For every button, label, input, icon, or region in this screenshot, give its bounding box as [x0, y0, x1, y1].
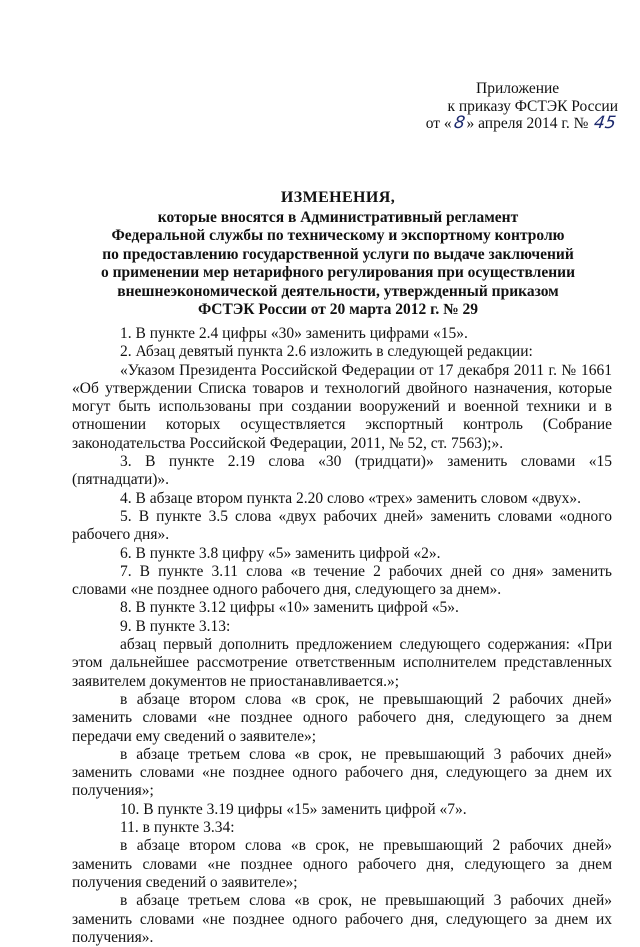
document-body [72, 325, 612, 947]
item-paragraph: 7. В пункте 3.11 слова «в течение 2 рабочих дней со дня» заменить словами «не позднее одного рабочего дня, следующего за днем». [72, 562, 612, 599]
item-paragraph: 2. Абзац девятый пункта 2.6 изложить в следующей редакции: [120, 343, 533, 361]
item-paragraph: «Указом Президента Российской Федерации от 17 декабря 2011 г. № 1661 «Об утверждении Списка товаров и технологий двойного назначения, которые могут быть использованы при создании вооружений и военной техники и в отношении которых осуществляется экспортный контроль (Собрание законодательства Российской Федерации, 2011, № 52, ст. 7563);». [72, 361, 612, 452]
item-paragraph: 9. В пункте 3.13: [120, 617, 231, 635]
appendix-label: Приложение [476, 80, 560, 97]
item-paragraph: в абзаце третьем слова «в срок, не превышающий 3 рабочих дней» заменить словами «не позднее одного рабочего дня, следующего за днем их получения». [72, 892, 612, 946]
handwritten-day: 8 [452, 113, 466, 133]
item-paragraph: абзац первый дополнить предложением следующего содержания: «При этом дальнейшее рассмотрение ответственным исполнителем представленных заявителем документов не приостанавливается.»; [72, 636, 612, 690]
item-paragraph: 8. В пункте 3.12 цифры «10» заменить цифрой «5». [120, 599, 459, 617]
item-paragraph: 4. В абзаце втором пункта 2.20 слово «трех» заменить словом «двух». [120, 489, 582, 507]
item-paragraph: в абзаце втором слова «в срок, не превышающий 2 рабочих дней» заменить словами «не позднее одного рабочего дня, следующего за днем получения сведений о заявителе»; [72, 837, 612, 891]
appendix-order-ref: к приказу ФСТЭК России [447, 97, 618, 115]
title-heading: ИЗМЕНЕНИЯ, [280, 189, 396, 206]
title-line: по предоставлению государственной услуги по выдаче заключений [102, 245, 574, 263]
appendix-date-line [418, 115, 618, 133]
date-middle: » апреля 2014 г. № [466, 115, 589, 132]
item-paragraph: 3. В пункте 2.19 слова «30 (тридцати)» заменить словами «15 (пятнадцати)». [72, 453, 612, 489]
item-paragraph: в абзаце третьем слова «в срок, не превышающий 3 рабочих дней» заменить словами «не позднее одного рабочего дня, следующего за днем их получения»; [72, 745, 612, 800]
title-line: Федеральной службы по техническому и экспортному контролю [111, 227, 565, 244]
handwritten-order-number: 45 [593, 113, 618, 133]
item-paragraph: 5. В пункте 3.5 слова «двух рабочих дней» заменить словами «одного рабочего дня». [72, 507, 612, 544]
item-paragraph: 6. В пункте 3.8 цифру «5» заменить цифрой «2». [120, 544, 441, 562]
item-paragraph: в абзаце втором слова «в срок, не превышающий 2 рабочих дней» заменить словами «не позднее одного рабочего дня, следующего за днем передачи ему сведений о заявителе»; [72, 690, 612, 745]
item-paragraph: 1. В пункте 2.4 цифры «30» заменить цифрами «15». [120, 325, 468, 342]
title-line: о применении мер нетарифного регулирования при осуществлении [100, 264, 576, 281]
date-prefix: от « [425, 115, 452, 132]
document-title [100, 189, 576, 320]
title-line: внешнеэкономической деятельности, утвержденный приказом [117, 282, 559, 300]
title-line: которые вносятся в Административный регламент [157, 208, 519, 226]
appendix-header [418, 80, 618, 133]
item-paragraph: 10. В пункте 3.19 цифры «15» заменить цифрой «7». [120, 800, 467, 818]
item-paragraph: 11. в пункте 3.34: [120, 819, 235, 837]
title-line: ФСТЭК России от 20 марта 2012 г. № 29 [197, 301, 479, 318]
